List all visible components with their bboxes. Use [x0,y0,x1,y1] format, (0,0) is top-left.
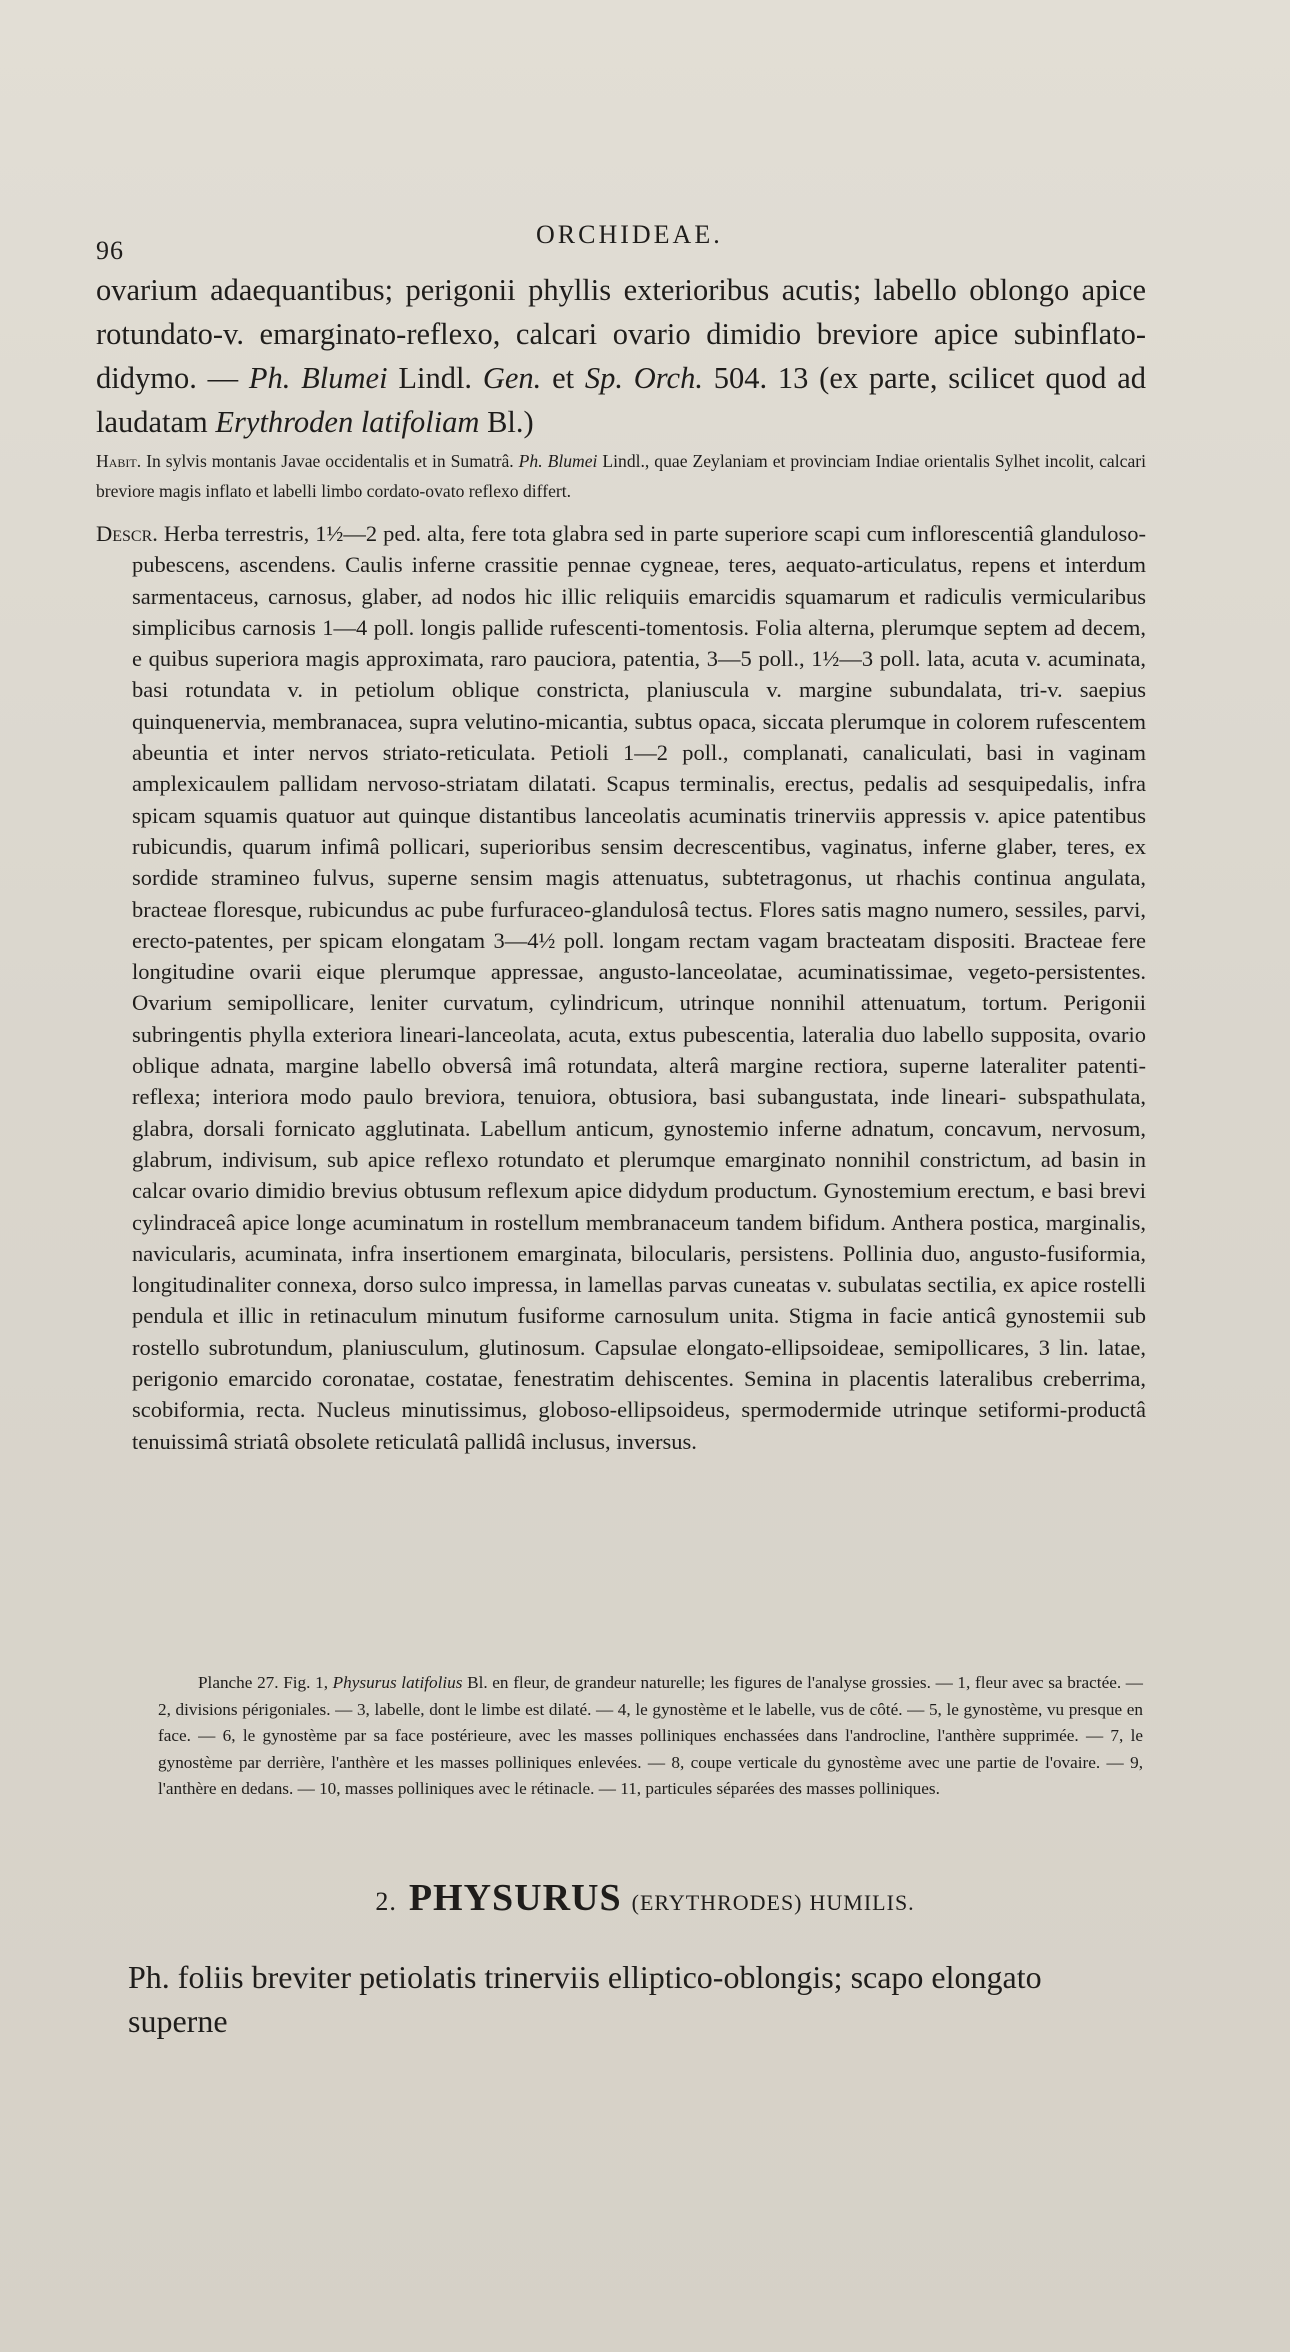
plate-caption-text-1: Planche 27. Fig. 1, [198,1673,333,1692]
species-subgenus: (ERYTHRODES) [631,1890,803,1915]
habitat-species: Ph. Blumei [518,451,598,471]
plate-caption-species: Physurus latifolius [332,1673,463,1692]
intro-text-3: 504. 13 (ex parte, scilicet quod ad laudatam [96,361,1146,439]
intro-text-1: ovarium adaequantibus; perigonii phyllis exterioribus acutis; labello oblongo apice rotundato-v. emarginato-reflexo, calcari ovario dimidio breviore apice subinflato-didymo. — [96,273,1146,395]
intro-paragraph [96,268,1146,444]
diagnosis-paragraph: Ph. foliis breviter petiolatis trinerviis elliptico-oblongis; scapo elongato superne [128,1959,1042,2039]
running-head [96,220,1146,265]
habitat-text-1: In sylvis montanis Javae occidentalis et in Sumatrâ. [141,451,519,471]
plate-caption [158,1670,1143,1803]
species-number: 2. [375,1887,397,1916]
intro-ref-4-author: Bl.) [479,405,534,439]
habitat-paragraph [96,446,1146,506]
description-label: Descr. [96,521,158,546]
intro-ref-1-author: Lindl. [387,361,483,395]
intro-ref-4: Erythroden latifoliam [215,405,480,439]
intro-text-2: et [541,361,585,395]
habitat-text-2: Lindl., quae Zeylaniam et provinciam Indiae orientalis Sylhet incolit, calcari breviore magis inflato et labelli limbo cordato-ovato reflexo differt. [96,451,1146,501]
plate-caption-text-2: Bl. en fleur, de grandeur naturelle; les figures de l'analyse grossies. — 1, fleur avec sa bractée. — 2, divisions périgoniales. — 3, labelle, dont le limbe est dilaté. — 4, le gynostème et le labelle, vus de côté. — 5, le gynostème, vu presque en face. — 6, le gynostème par sa face postérieure, avec les masses polliniques enchassées dans l'androcline, l'anthère supprimée. — 7, le gynostème par derrière, l'anthère et les masses polliniques enlevées. — 8, coupe verticale du gynostème avec une partie de l'ovaire. — 9, l'anthère en dedans. — 10, masses polliniques avec le rétinacle. — 11, particules séparées des masses polliniques. [158,1673,1143,1798]
species-genus: PHYSURUS [408,1877,622,1919]
habitat-label: Habit. [96,451,142,471]
species-epithet: HUMILIS. [809,1890,915,1915]
section-title: ORCHIDEAE. [536,220,723,249]
intro-ref-1: Ph. Blumei [248,361,388,395]
description-text: Herba terrestris, 1½—2 ped. alta, fere tota glabra sed in parte superiore scapi cum inflorescentiâ glanduloso-pubescens, ascendens. Caulis inferne crassitie pennae cygneae, teres, aequato-articulatus, repens et interdum sarmentaceus, carnosus, glaber, ad nodos hic illic reliquiis emarcidis squamarum et radiculis vermicularibus simplicibus carnosis 1—4 poll. longis pallide rufescenti-tomentosis. Folia alterna, plerumque septem ad decem, e quibus superiora magis approximata, raro pauciora, patentia, 3—5 poll., 1½—3 poll. lata, acuta v. acuminata, basi rotundata v. in petiolum oblique constricta, planiuscula v. margine subundalata, tri-v. saepius quinquenervia, membranacea, supra velutino-micantia, subtus opaca, siccata plerumque in colorem rufescentem abeuntia et inter nervos striato-reticulata. Petioli 1—2 poll., complanati, canaliculati, basi in vaginam amplexicaulem pallidam nervoso-striatam dilatati. Scapus terminalis, erectus, pedalis ad sesquipedalis, infra spicam squamis quatuor aut quinque distantibus lanceolatis acuminatis trinerviis appressis v. apice patentibus rubicundis, quarum infimâ pollicari, superioribus sensim decrescentibus, vaginatus, inferne glaber, teres, ex sordide stramineo fulvus, superne sensim magis attenuatus, subtetragonus, ut rhachis continua angulata, bracteae floresque, rubicundus ac pube furfuraceo-glandulosâ tectus. Flores satis magno numero, sessiles, parvi, erecto-patentes, per spicam elongatam 3—4½ poll. longam rectam vagam bracteatam dispositi. Bracteae fere longitudine ovarii eique plerumque appressae, angusto-lanceolatae, acuminatissimae, vegeto-persistentes. Ovarium semipollicare, leniter curvatum, cylindricum, utrinque nonnihil attenuatum, tortum. Perigonii subringentis phylla exteriora lineari-lanceolata, acuta, extus pubescentia, lateralia duo labello supposita, ovario oblique adnata, margine labello obversâ imâ rotundata, alterâ margine rectiora, superne lateraliter patenti-reflexa; interiora modo paulo breviora, tenuiora, obtusiora, basi subangustata, inde lineari- subspathulata, glabra, dorsali fornicato agglutinata. Labellum anticum, gynostemio inferne adnatum, concavum, nervosum, glabrum, indivisum, sub apice reflexo rotundato et plerumque emarginato nonnihil constrictum, ad basin in calcar ovario dimidio brevius obtusum reflexum apice didydum productum. Gynostemium erectum, e basi brevi cylindraceâ apice longe acuminatum in rostellum membranaceum tandem bifidum. Anthera postica, marginalis, navicularis, acuminata, infra insertionem emarginata, bilocularis, persistens. Pollinia duo, angusto-fusiformia, longitudinaliter connexa, dorso sulco impressa, in lamellas parvas cuneatas v. subulatas sectilia, ex apice rostelli pendula et illic in retinaculum minutum fusiforme carnosulum unita. Stigma in facie anticâ gynostemii sub rostello subrotundum, planiusculum, glutinosum. Capsulae elongato-ellipsoideae, semipollicares, 3 lin. latae, perigonio emarcido coronatae, costatae, fenestratim dehiscentes. Semina in placentis lateralibus creberrima, scobiformia, recta. Nucleus minutissimus, globoso-ellipsoideus, spermodermide utrinque setiformi-productâ tenuissimâ striatâ obsolete reticulatâ pallidâ inclusus, inversus. [132,521,1146,1454]
page-number: 96 [96,236,124,265]
species-heading [0,1876,1290,1920]
description-paragraph [96,518,1146,1457]
intro-ref-3: Sp. Orch. [584,361,703,395]
intro-ref-2: Gen. [482,361,542,395]
